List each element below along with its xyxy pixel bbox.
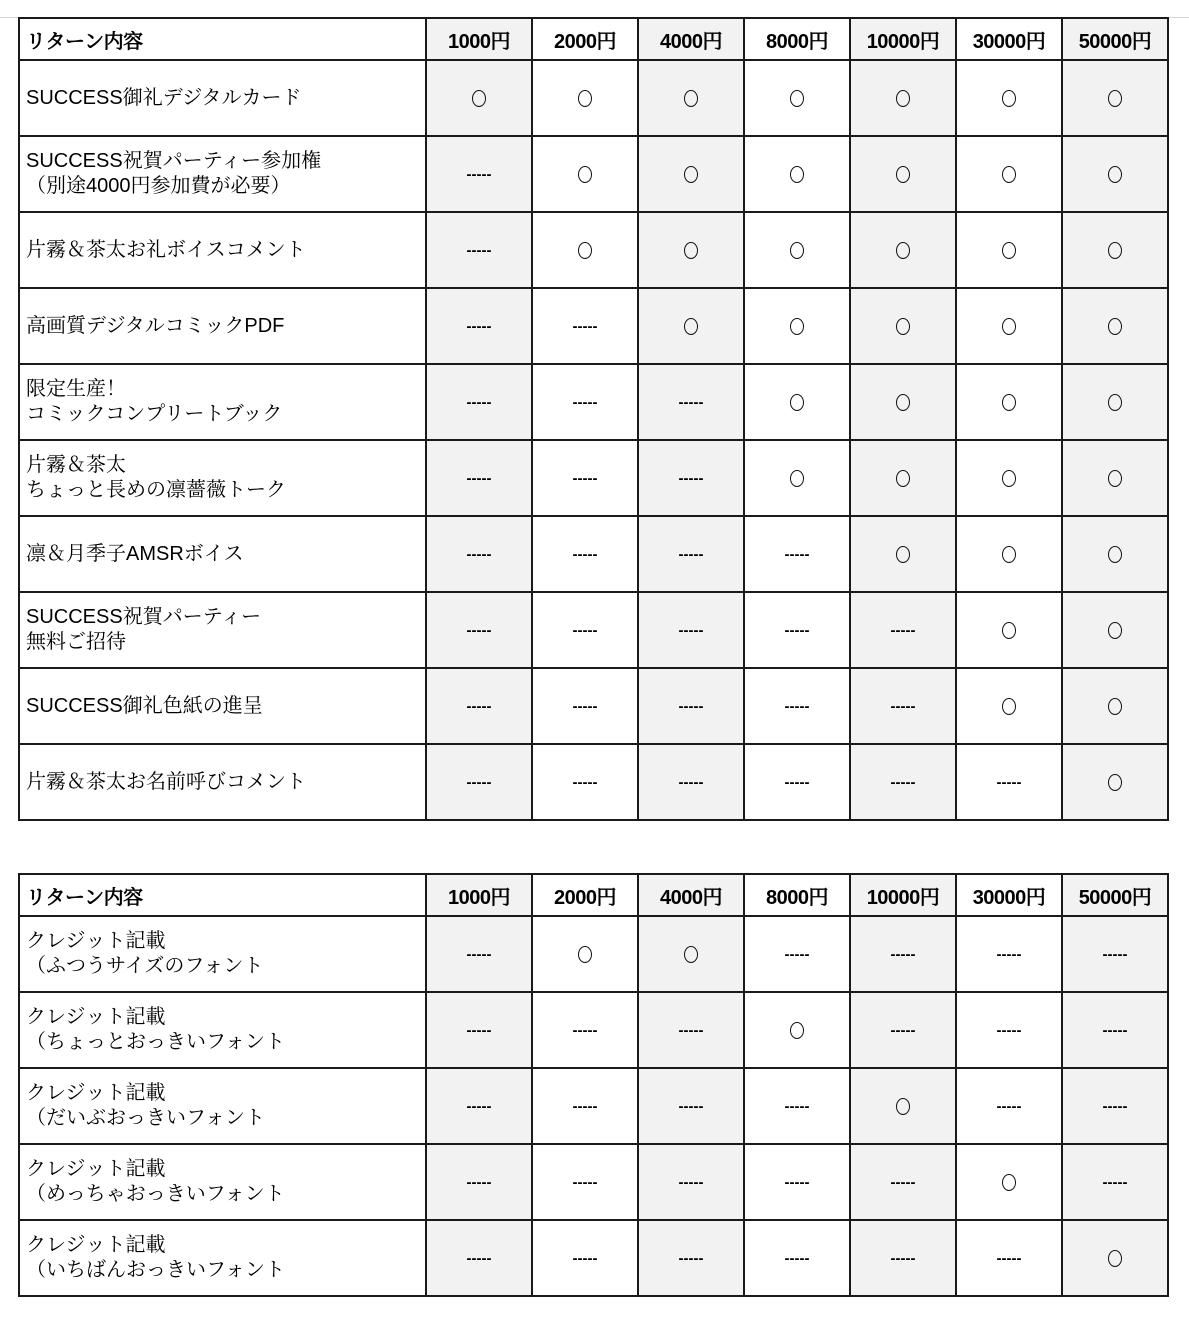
table-row	[19, 1144, 1168, 1220]
not-included-dash: -----	[784, 946, 810, 964]
tier-cell	[744, 516, 850, 592]
tier-cell	[956, 592, 1062, 668]
tier-header: 30000円	[956, 18, 1062, 60]
included-circle-icon	[896, 470, 910, 487]
tier-cell	[956, 1068, 1062, 1144]
included-circle-icon	[896, 166, 910, 183]
not-included-dash: -----	[996, 774, 1022, 792]
included-circle-icon	[1108, 622, 1122, 639]
tier-cell	[1062, 516, 1168, 592]
tier-cell	[850, 744, 956, 820]
tier-header: 8000円	[744, 874, 850, 916]
not-included-dash: -----	[678, 622, 704, 640]
tier-header: 2000円	[532, 18, 638, 60]
included-circle-icon	[1002, 1174, 1016, 1191]
not-included-dash: -----	[784, 774, 810, 792]
tier-cell	[532, 1068, 638, 1144]
tier-header: 50000円	[1062, 874, 1168, 916]
tier-cell	[956, 916, 1062, 992]
table-row	[19, 516, 1168, 592]
tier-cell	[426, 288, 532, 364]
tier-cell	[850, 212, 956, 288]
tier-cell	[638, 212, 744, 288]
tier-cell	[956, 516, 1062, 592]
tier-cell	[426, 136, 532, 212]
tier-cell	[638, 592, 744, 668]
not-included-dash: -----	[678, 546, 704, 564]
not-included-dash: -----	[1102, 1022, 1128, 1040]
tier-cell	[744, 1144, 850, 1220]
tier-cell	[956, 136, 1062, 212]
table-row	[19, 992, 1168, 1068]
tier-cell	[638, 136, 744, 212]
tier-cell	[532, 516, 638, 592]
not-included-dash: -----	[678, 470, 704, 488]
reward-label: SUCCESS祝賀パーティー 無料ご招待	[19, 592, 426, 668]
included-circle-icon	[790, 470, 804, 487]
not-included-dash: -----	[466, 622, 492, 640]
tier-cell	[1062, 668, 1168, 744]
reward-label: クレジット記載 （ふつうサイズのフォント	[19, 916, 426, 992]
tier-cell	[1062, 744, 1168, 820]
tier-cell	[744, 288, 850, 364]
included-circle-icon	[896, 242, 910, 259]
included-circle-icon	[578, 90, 592, 107]
reward-label: 片霧＆茶太お名前呼びコメント	[19, 744, 426, 820]
header-return-content: リターン内容	[19, 874, 426, 916]
reward-label: SUCCESS御礼デジタルカード	[19, 60, 426, 136]
tier-cell	[850, 288, 956, 364]
not-included-dash: -----	[678, 394, 704, 412]
included-circle-icon	[1108, 394, 1122, 411]
tier-cell	[956, 992, 1062, 1068]
included-circle-icon	[1108, 774, 1122, 791]
tier-cell	[426, 592, 532, 668]
reward-label: SUCCESS御礼色紙の進呈	[19, 668, 426, 744]
not-included-dash: -----	[784, 1250, 810, 1268]
reward-label: SUCCESS祝賀パーティー参加権 （別途4000円参加費が必要）	[19, 136, 426, 212]
tier-cell	[638, 744, 744, 820]
not-included-dash: -----	[678, 1250, 704, 1268]
not-included-dash: -----	[678, 698, 704, 716]
included-circle-icon	[790, 1022, 804, 1039]
included-circle-icon	[1108, 546, 1122, 563]
tier-cell	[426, 364, 532, 440]
included-circle-icon	[1002, 318, 1016, 335]
not-included-dash: -----	[784, 622, 810, 640]
header-row	[19, 874, 1168, 916]
not-included-dash: -----	[890, 1250, 916, 1268]
tier-cell	[638, 60, 744, 136]
not-included-dash: -----	[890, 1022, 916, 1040]
included-circle-icon	[684, 946, 698, 963]
not-included-dash: -----	[466, 1174, 492, 1192]
tier-cell	[1062, 364, 1168, 440]
not-included-dash: -----	[784, 546, 810, 564]
included-circle-icon	[1108, 470, 1122, 487]
table-row	[19, 288, 1168, 364]
tier-cell	[532, 668, 638, 744]
reward-label: 片霧＆茶太 ちょっと長めの凛薔薇トーク	[19, 440, 426, 516]
tier-cell	[426, 1068, 532, 1144]
tier-cell	[956, 288, 1062, 364]
tier-cell	[426, 916, 532, 992]
tier-cell	[638, 1068, 744, 1144]
tier-cell	[1062, 1144, 1168, 1220]
reward-label: クレジット記載 （めっちゃおっきいフォント	[19, 1144, 426, 1220]
tier-cell	[532, 592, 638, 668]
tier-cell	[426, 1220, 532, 1296]
reward-label: 片霧＆茶太お礼ボイスコメント	[19, 212, 426, 288]
tier-cell	[532, 916, 638, 992]
rewards-table-main	[18, 17, 1169, 821]
tier-cell	[956, 60, 1062, 136]
tier-cell	[1062, 916, 1168, 992]
tier-cell	[426, 744, 532, 820]
included-circle-icon	[896, 394, 910, 411]
not-included-dash: -----	[678, 1098, 704, 1116]
not-included-dash: -----	[1102, 1174, 1128, 1192]
tier-cell	[956, 1144, 1062, 1220]
included-circle-icon	[684, 90, 698, 107]
tier-cell	[426, 440, 532, 516]
tier-cell	[426, 1144, 532, 1220]
not-included-dash: -----	[466, 242, 492, 260]
tier-cell	[850, 592, 956, 668]
table-row	[19, 364, 1168, 440]
not-included-dash: -----	[890, 946, 916, 964]
included-circle-icon	[790, 242, 804, 259]
table-row	[19, 592, 1168, 668]
included-circle-icon	[1002, 242, 1016, 259]
table-row	[19, 136, 1168, 212]
tier-cell	[1062, 1068, 1168, 1144]
included-circle-icon	[790, 90, 804, 107]
tier-cell	[956, 440, 1062, 516]
tier-cell	[850, 60, 956, 136]
included-circle-icon	[684, 242, 698, 259]
included-circle-icon	[1108, 90, 1122, 107]
tier-cell	[956, 364, 1062, 440]
tier-cell	[532, 288, 638, 364]
tier-cell	[850, 440, 956, 516]
reward-label: 凛＆月季子AMSRボイス	[19, 516, 426, 592]
tier-cell	[1062, 1220, 1168, 1296]
tier-cell	[850, 136, 956, 212]
tier-cell	[426, 60, 532, 136]
tier-cell	[638, 668, 744, 744]
tier-header: 50000円	[1062, 18, 1168, 60]
included-circle-icon	[684, 318, 698, 335]
tier-cell	[532, 212, 638, 288]
tier-cell	[744, 744, 850, 820]
tier-cell	[1062, 288, 1168, 364]
tier-cell	[956, 744, 1062, 820]
not-included-dash: -----	[996, 1098, 1022, 1116]
included-circle-icon	[1002, 470, 1016, 487]
not-included-dash: -----	[572, 622, 598, 640]
tier-header: 4000円	[638, 18, 744, 60]
not-included-dash: -----	[466, 1022, 492, 1040]
tier-cell	[638, 440, 744, 516]
tier-cell	[956, 1220, 1062, 1296]
tier-header: 4000円	[638, 874, 744, 916]
tier-cell	[638, 1144, 744, 1220]
not-included-dash: -----	[466, 546, 492, 564]
tier-cell	[638, 516, 744, 592]
tier-cell	[1062, 992, 1168, 1068]
tier-cell	[956, 212, 1062, 288]
not-included-dash: -----	[466, 166, 492, 184]
not-included-dash: -----	[572, 1250, 598, 1268]
not-included-dash: -----	[572, 774, 598, 792]
tier-cell	[744, 136, 850, 212]
not-included-dash: -----	[466, 394, 492, 412]
reward-label: クレジット記載 （だいぶおっきいフォント	[19, 1068, 426, 1144]
tier-cell	[744, 1220, 850, 1296]
not-included-dash: -----	[572, 546, 598, 564]
header-row	[19, 18, 1168, 60]
not-included-dash: -----	[466, 1098, 492, 1116]
tier-header: 1000円	[426, 874, 532, 916]
not-included-dash: -----	[996, 1022, 1022, 1040]
tier-header: 10000円	[850, 874, 956, 916]
included-circle-icon	[896, 546, 910, 563]
included-circle-icon	[472, 90, 486, 107]
tier-cell	[638, 1220, 744, 1296]
included-circle-icon	[1002, 622, 1016, 639]
tier-cell	[850, 1068, 956, 1144]
tier-cell	[638, 364, 744, 440]
included-circle-icon	[1108, 242, 1122, 259]
tier-cell	[426, 212, 532, 288]
not-included-dash: -----	[996, 946, 1022, 964]
tier-cell	[532, 992, 638, 1068]
tier-cell	[1062, 60, 1168, 136]
tier-cell	[744, 992, 850, 1068]
tier-cell	[1062, 212, 1168, 288]
included-circle-icon	[1002, 90, 1016, 107]
not-included-dash: -----	[572, 698, 598, 716]
not-included-dash: -----	[466, 774, 492, 792]
tier-cell	[426, 668, 532, 744]
rewards-table-credits	[18, 873, 1169, 1297]
included-circle-icon	[790, 166, 804, 183]
not-included-dash: -----	[466, 1250, 492, 1268]
tier-cell	[850, 1220, 956, 1296]
tier-cell	[1062, 136, 1168, 212]
tier-cell	[638, 992, 744, 1068]
included-circle-icon	[896, 318, 910, 335]
tier-cell	[850, 1144, 956, 1220]
table-row	[19, 1068, 1168, 1144]
not-included-dash: -----	[572, 1174, 598, 1192]
not-included-dash: -----	[890, 622, 916, 640]
not-included-dash: -----	[466, 470, 492, 488]
tier-cell	[532, 1220, 638, 1296]
not-included-dash: -----	[784, 698, 810, 716]
tier-cell	[850, 516, 956, 592]
header-return-content: リターン内容	[19, 18, 426, 60]
tier-header: 1000円	[426, 18, 532, 60]
tier-header: 8000円	[744, 18, 850, 60]
included-circle-icon	[790, 394, 804, 411]
included-circle-icon	[1002, 166, 1016, 183]
included-circle-icon	[1002, 698, 1016, 715]
tier-cell	[532, 60, 638, 136]
not-included-dash: -----	[678, 774, 704, 792]
tier-cell	[744, 60, 850, 136]
tier-cell	[532, 364, 638, 440]
not-included-dash: -----	[890, 1174, 916, 1192]
tier-cell	[850, 992, 956, 1068]
included-circle-icon	[1108, 698, 1122, 715]
tier-cell	[638, 916, 744, 992]
not-included-dash: -----	[678, 1174, 704, 1192]
tier-header: 10000円	[850, 18, 956, 60]
included-circle-icon	[1002, 546, 1016, 563]
tier-cell	[850, 668, 956, 744]
table-row	[19, 668, 1168, 744]
tier-cell	[532, 136, 638, 212]
included-circle-icon	[1108, 166, 1122, 183]
table-row	[19, 916, 1168, 992]
not-included-dash: -----	[572, 1098, 598, 1116]
table-row	[19, 1220, 1168, 1296]
not-included-dash: -----	[466, 698, 492, 716]
tier-cell	[1062, 592, 1168, 668]
not-included-dash: -----	[678, 1022, 704, 1040]
tier-cell	[850, 364, 956, 440]
included-circle-icon	[790, 318, 804, 335]
not-included-dash: -----	[890, 698, 916, 716]
included-circle-icon	[684, 166, 698, 183]
not-included-dash: -----	[784, 1174, 810, 1192]
tier-cell	[744, 364, 850, 440]
tier-header: 30000円	[956, 874, 1062, 916]
not-included-dash: -----	[572, 318, 598, 336]
tier-cell	[956, 668, 1062, 744]
included-circle-icon	[1002, 394, 1016, 411]
included-circle-icon	[578, 166, 592, 183]
tier-cell	[532, 744, 638, 820]
tier-cell	[532, 440, 638, 516]
included-circle-icon	[896, 1098, 910, 1115]
tier-cell	[744, 1068, 850, 1144]
tier-cell	[638, 288, 744, 364]
not-included-dash: -----	[572, 1022, 598, 1040]
table-row	[19, 440, 1168, 516]
table-row	[19, 212, 1168, 288]
tier-cell	[744, 668, 850, 744]
tier-cell	[744, 592, 850, 668]
included-circle-icon	[1108, 1250, 1122, 1267]
reward-label: クレジット記載 （ちょっとおっきいフォント	[19, 992, 426, 1068]
tier-cell	[532, 1144, 638, 1220]
not-included-dash: -----	[572, 394, 598, 412]
tier-header: 2000円	[532, 874, 638, 916]
not-included-dash: -----	[1102, 1098, 1128, 1116]
tier-cell	[744, 212, 850, 288]
included-circle-icon	[578, 242, 592, 259]
not-included-dash: -----	[572, 470, 598, 488]
tier-cell	[426, 516, 532, 592]
tier-cell	[744, 916, 850, 992]
not-included-dash: -----	[784, 1098, 810, 1116]
reward-label: 限定生産！ コミックコンプリートブック	[19, 364, 426, 440]
table-row	[19, 60, 1168, 136]
not-included-dash: -----	[1102, 946, 1128, 964]
tier-cell	[744, 440, 850, 516]
included-circle-icon	[1108, 318, 1122, 335]
not-included-dash: -----	[890, 774, 916, 792]
tier-cell	[426, 992, 532, 1068]
tier-cell	[1062, 440, 1168, 516]
not-included-dash: -----	[466, 318, 492, 336]
not-included-dash: -----	[466, 946, 492, 964]
not-included-dash: -----	[996, 1250, 1022, 1268]
table-row	[19, 744, 1168, 820]
reward-label: クレジット記載 （いちばんおっきいフォント	[19, 1220, 426, 1296]
reward-label: 高画質デジタルコミックPDF	[19, 288, 426, 364]
included-circle-icon	[896, 90, 910, 107]
included-circle-icon	[578, 946, 592, 963]
tier-cell	[850, 916, 956, 992]
